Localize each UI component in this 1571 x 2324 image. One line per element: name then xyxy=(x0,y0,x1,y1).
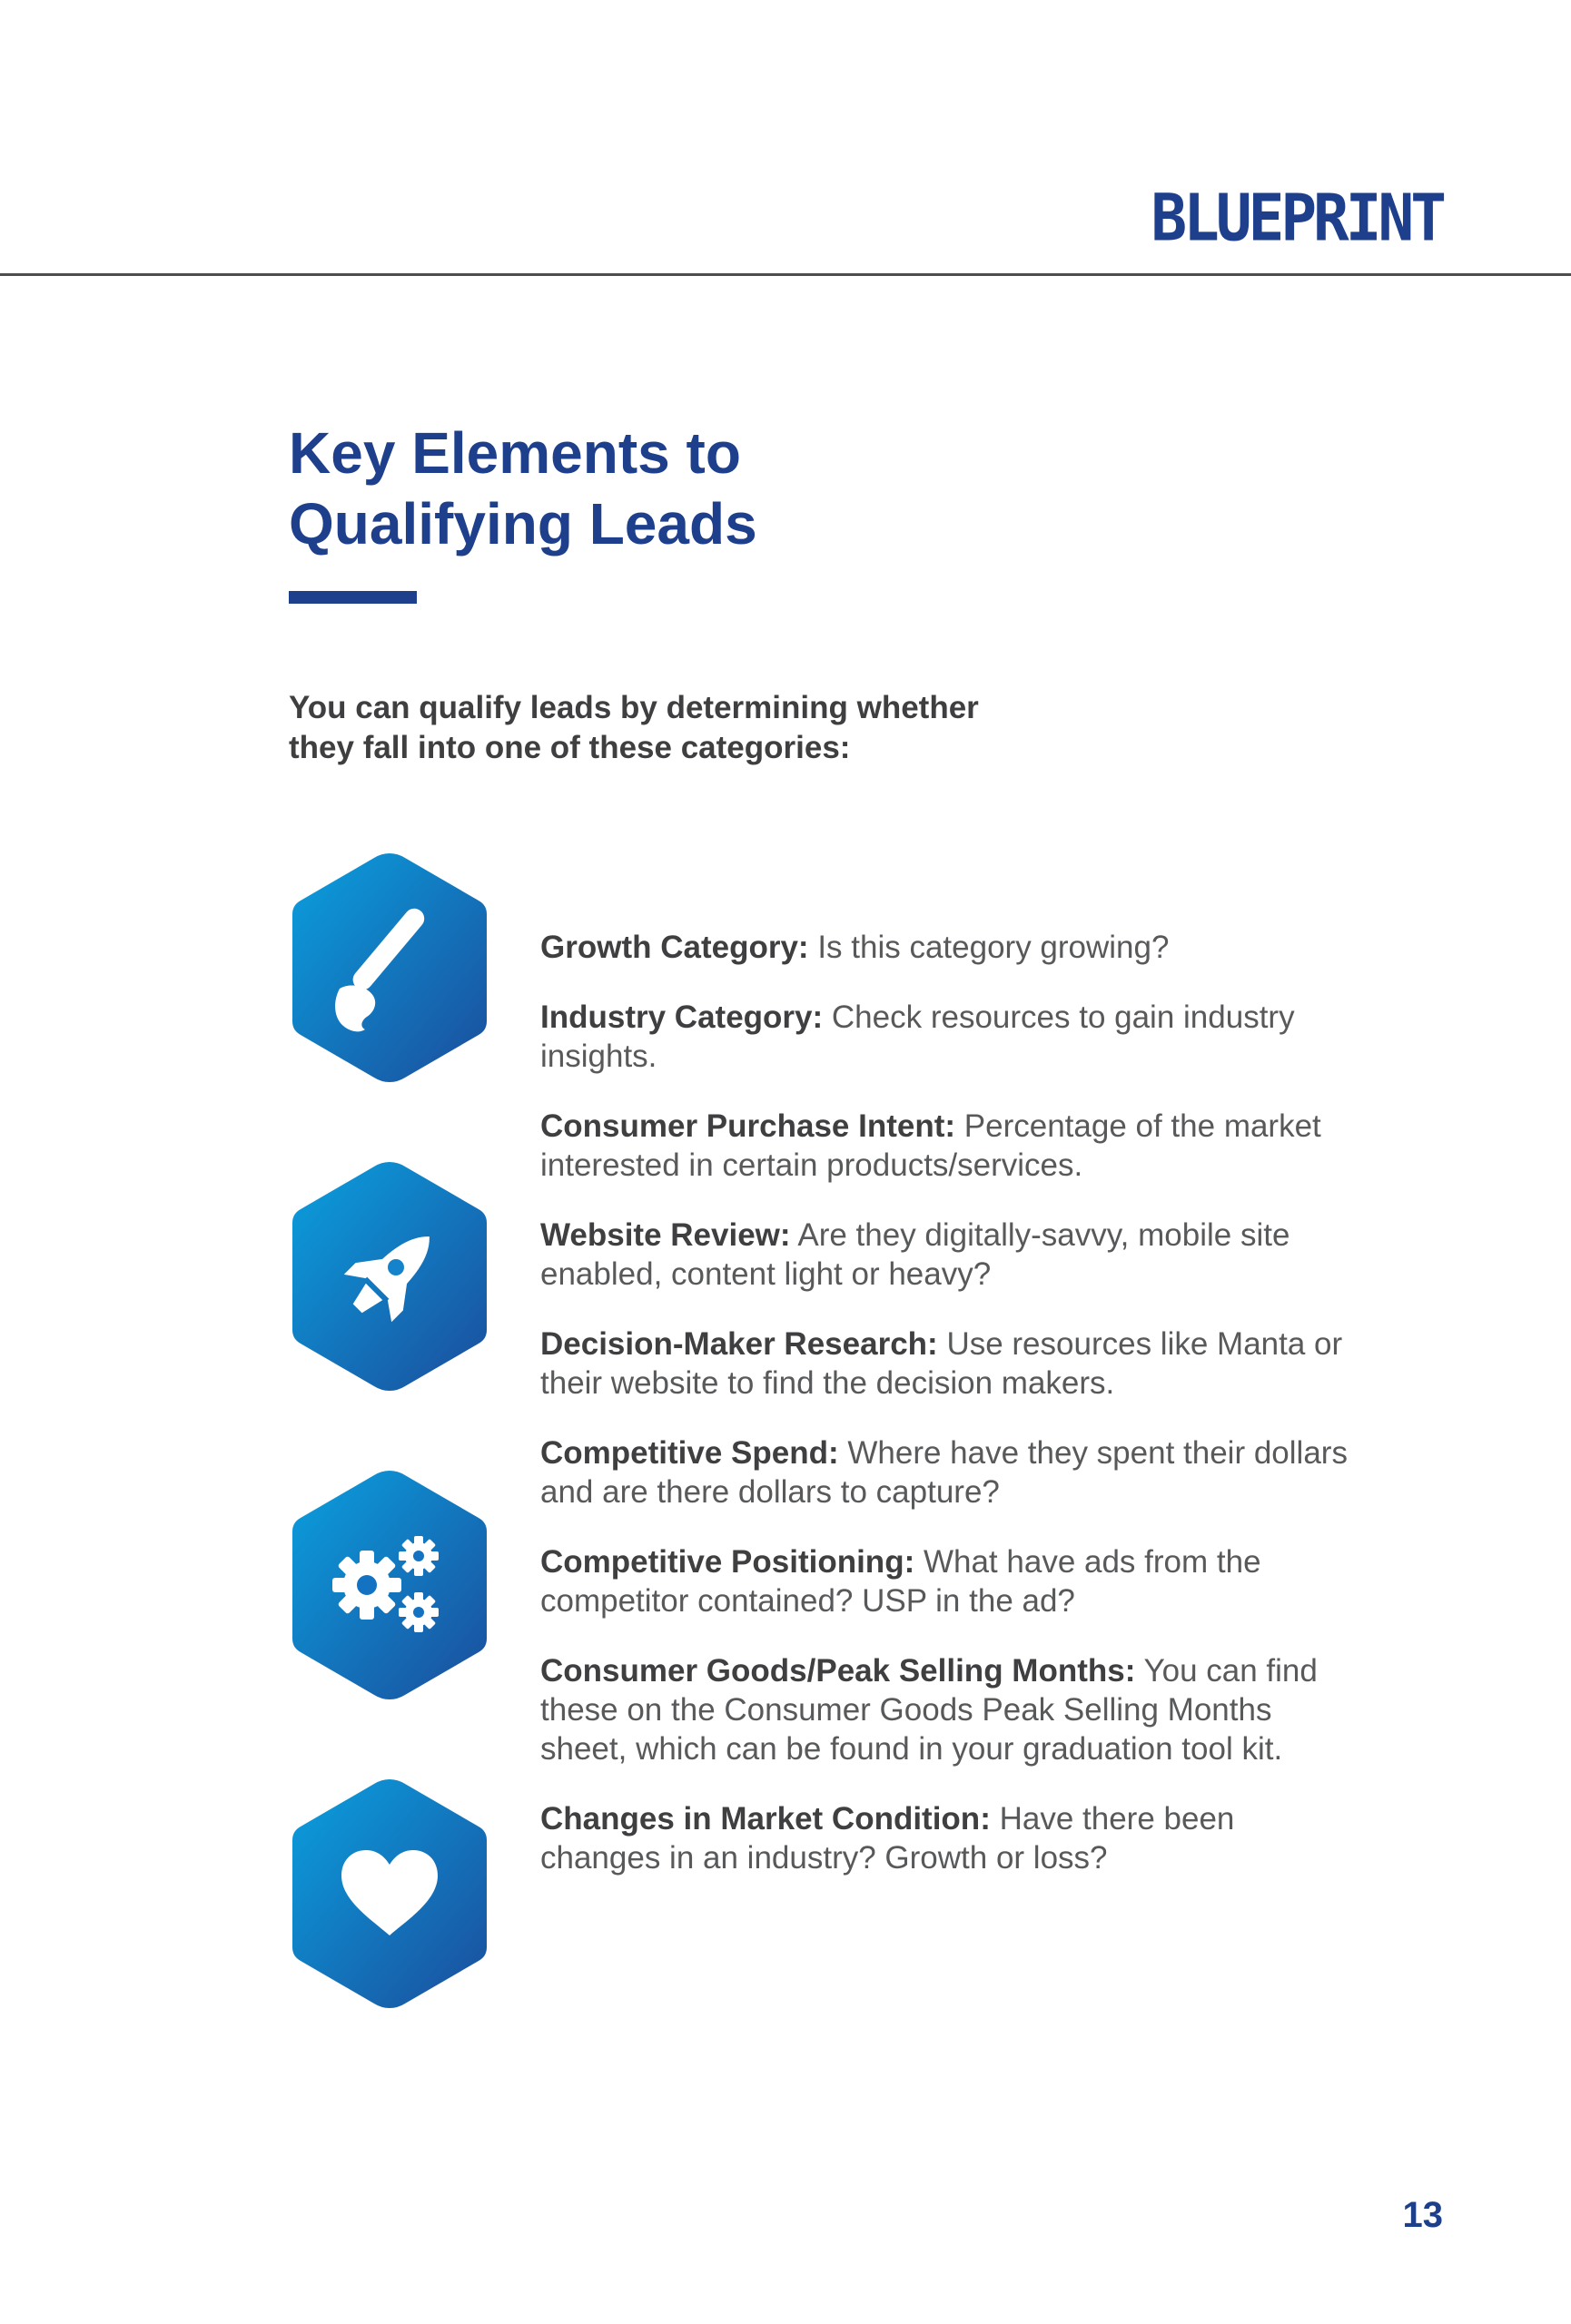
title-underline xyxy=(289,591,417,604)
gears-icon xyxy=(287,1465,492,1705)
intro-line-2: they fall into one of these categories: xyxy=(289,730,851,765)
page-title xyxy=(289,418,1106,559)
intro-text xyxy=(289,688,1197,768)
list-item: Decision-Maker Research: Use resources like Manta or their website to find the decision makers. xyxy=(540,1326,1343,1401)
list-item: Consumer Purchase Intent: Percentage of the market interested in certain products/services. xyxy=(540,1108,1321,1183)
list-item: Growth Category: Is this category growing? xyxy=(540,930,1170,965)
paintbrush-icon xyxy=(287,848,492,1088)
list-item: Changes in Market Condition: Have there been changes in an industry? Growth or loss? xyxy=(540,1801,1235,1876)
list-item: Industry Category: Check resources to gain industry insights. xyxy=(540,1000,1295,1074)
rocket-icon xyxy=(287,1157,492,1396)
list-item: Competitive Spend: Where have they spent their dollars and are there dollars to capture? xyxy=(540,1435,1348,1510)
list-item: Consumer Goods/Peak Selling Months: You can find these on the Consumer Goods Peak Selling Months sheet, which can be found in your graduation tool kit. xyxy=(540,1653,1318,1767)
page-title-line-1: Key Elements to xyxy=(289,420,741,486)
list-item: Website Review: Are they digitally-savvy, mobile site enabled, content light or heavy? xyxy=(540,1217,1290,1292)
heart-icon xyxy=(287,1774,492,2014)
page-title-line-2: Qualifying Leads xyxy=(289,491,757,556)
brand-logo: BLUEPRINT xyxy=(1151,180,1443,256)
page-number: 13 xyxy=(1402,2195,1443,2235)
list-item: Competitive Positioning: What have ads from the competitor contained? USP in the ad? xyxy=(540,1544,1261,1619)
category-list xyxy=(540,928,1358,1908)
intro-line-1: You can qualify leads by determining whether xyxy=(289,690,979,725)
header-divider xyxy=(0,273,1571,276)
